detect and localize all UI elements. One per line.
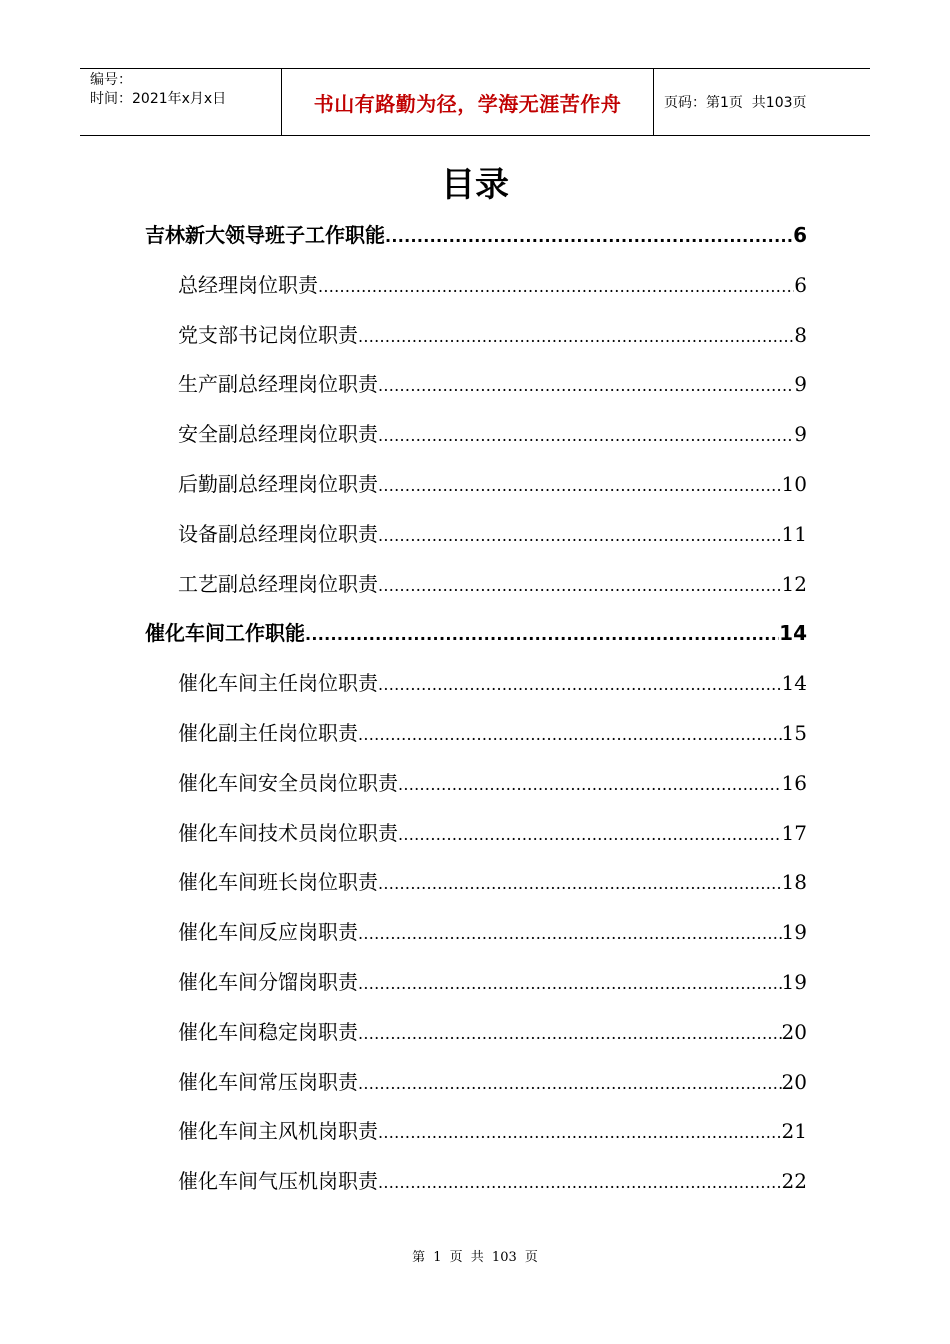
toc-dot-leader	[305, 610, 779, 658]
document-number-label: 编号：	[90, 72, 132, 88]
toc-dot-leader	[358, 312, 794, 360]
header-page-info: 页码：第1页 共103页	[664, 95, 807, 111]
toc-entry-label: 催化车间工作职能	[145, 621, 305, 646]
toc-entry-label: 生产副总经理岗位职责	[178, 372, 378, 397]
toc-entry-page-number: 6	[794, 272, 807, 297]
toc-entry[interactable]	[178, 658, 807, 708]
toc-dot-leader	[378, 361, 794, 409]
toc-entry[interactable]	[178, 857, 807, 907]
toc-dot-leader	[378, 461, 782, 509]
toc-entry-page-number: 12	[781, 571, 807, 596]
toc-entry-label: 党支部书记岗位职责	[178, 322, 358, 347]
toc-entry-label: 总经理岗位职责	[178, 272, 318, 297]
toc-entry-page-number: 20	[781, 1019, 807, 1044]
toc-dot-leader	[378, 511, 782, 559]
toc-entry-label: 催化车间反应岗职责	[178, 920, 358, 945]
toc-entry-page-number: 17	[781, 820, 807, 845]
toc-dot-leader	[358, 909, 782, 957]
toc-section-entry[interactable]	[145, 210, 807, 260]
page-footer: 第 1 页 共 103 页	[412, 1250, 538, 1265]
toc-entry-label: 设备副总经理岗位职责	[178, 521, 378, 546]
toc-entry-label: 工艺副总经理岗位职责	[178, 571, 378, 596]
toc-entry-page-number: 11	[781, 521, 807, 546]
toc-entry-page-number: 22	[781, 1169, 807, 1194]
toc-dot-leader	[358, 1059, 782, 1107]
toc-dot-leader	[358, 959, 782, 1007]
toc-section-entry[interactable]	[145, 608, 807, 658]
toc-entry-label: 催化副主任岗位职责	[178, 721, 358, 745]
toc-entry-page-number: 18	[781, 870, 807, 895]
header-motto: 书山有路勤为径，学海无涯苦作舟	[282, 69, 654, 135]
toc-entry-page-number: 19	[781, 920, 807, 945]
toc-entry-page-number: 10	[781, 472, 807, 496]
toc-title: 目录	[441, 165, 509, 205]
toc-entry[interactable]	[178, 559, 807, 609]
toc-entry-page-number: 16	[781, 770, 807, 795]
toc-entry-page-number: 6	[793, 223, 807, 247]
toc-entry-label: 催化车间分馏岗职责	[178, 970, 358, 994]
header-page-cell	[654, 69, 870, 135]
toc-dot-leader	[378, 1108, 782, 1156]
toc-entry-label: 催化车间稳定岗职责	[178, 1019, 358, 1044]
toc-entry[interactable]	[178, 957, 807, 1007]
toc-entry-page-number: 20	[781, 1069, 807, 1094]
toc-dot-leader	[358, 710, 782, 758]
toc-dot-leader	[378, 561, 782, 609]
toc-entry-label: 催化车间班长岗位职责	[178, 870, 378, 895]
toc-entry-page-number: 19	[781, 970, 807, 994]
toc-entry-page-number: 14	[781, 671, 807, 696]
toc-entry-page-number: 21	[781, 1119, 807, 1144]
toc-entry-label: 催化车间安全员岗位职责	[178, 770, 398, 795]
page-header	[80, 68, 870, 136]
toc-entry-page-number: 9	[794, 422, 807, 447]
toc-dot-leader	[378, 859, 782, 907]
toc-entry-label: 催化车间主风机岗职责	[178, 1119, 378, 1144]
toc-entry[interactable]	[178, 509, 807, 559]
toc-entry[interactable]	[178, 758, 807, 808]
toc-dot-leader	[318, 262, 794, 310]
toc-entry[interactable]	[178, 808, 807, 858]
toc-entry[interactable]	[178, 459, 807, 509]
header-meta-cell	[80, 69, 282, 135]
document-time-label: 时间：2021年x月x日	[90, 91, 227, 107]
toc-dot-leader	[358, 1009, 782, 1057]
toc-entry-label: 催化车间常压岗职责	[178, 1069, 358, 1094]
toc-entry-label: 催化车间气压机岗职责	[178, 1169, 378, 1194]
toc-entry[interactable]	[178, 708, 807, 758]
toc-entry[interactable]	[178, 260, 807, 310]
toc-dot-leader	[398, 760, 782, 808]
toc-entry-label: 催化车间技术员岗位职责	[178, 820, 398, 845]
toc-entry[interactable]	[178, 1057, 807, 1107]
toc-entry-label: 后勤副总经理岗位职责	[178, 472, 378, 496]
toc-entry[interactable]	[178, 1007, 807, 1057]
toc-entry-page-number: 9	[794, 372, 807, 397]
toc-entry-label: 催化车间主任岗位职责	[178, 671, 378, 696]
toc-dot-leader	[378, 660, 782, 708]
toc-entry-label: 安全副总经理岗位职责	[178, 422, 378, 447]
toc-entry[interactable]	[178, 907, 807, 957]
toc-entry[interactable]	[178, 310, 807, 360]
toc-entry[interactable]	[178, 1156, 807, 1206]
toc-entry[interactable]	[178, 1106, 807, 1156]
toc-dot-leader	[385, 212, 793, 260]
toc-dot-leader	[378, 1158, 782, 1206]
toc-entry-page-number: 14	[779, 621, 807, 646]
toc-entry-page-number: 15	[781, 721, 807, 745]
toc-entry-label: 吉林新大领导班子工作职能	[145, 223, 385, 247]
toc-entry[interactable]	[178, 359, 807, 409]
toc-dot-leader	[398, 810, 782, 858]
toc-entry[interactable]	[178, 409, 807, 459]
toc-entry-page-number: 8	[794, 322, 807, 347]
toc-dot-leader	[378, 411, 794, 459]
